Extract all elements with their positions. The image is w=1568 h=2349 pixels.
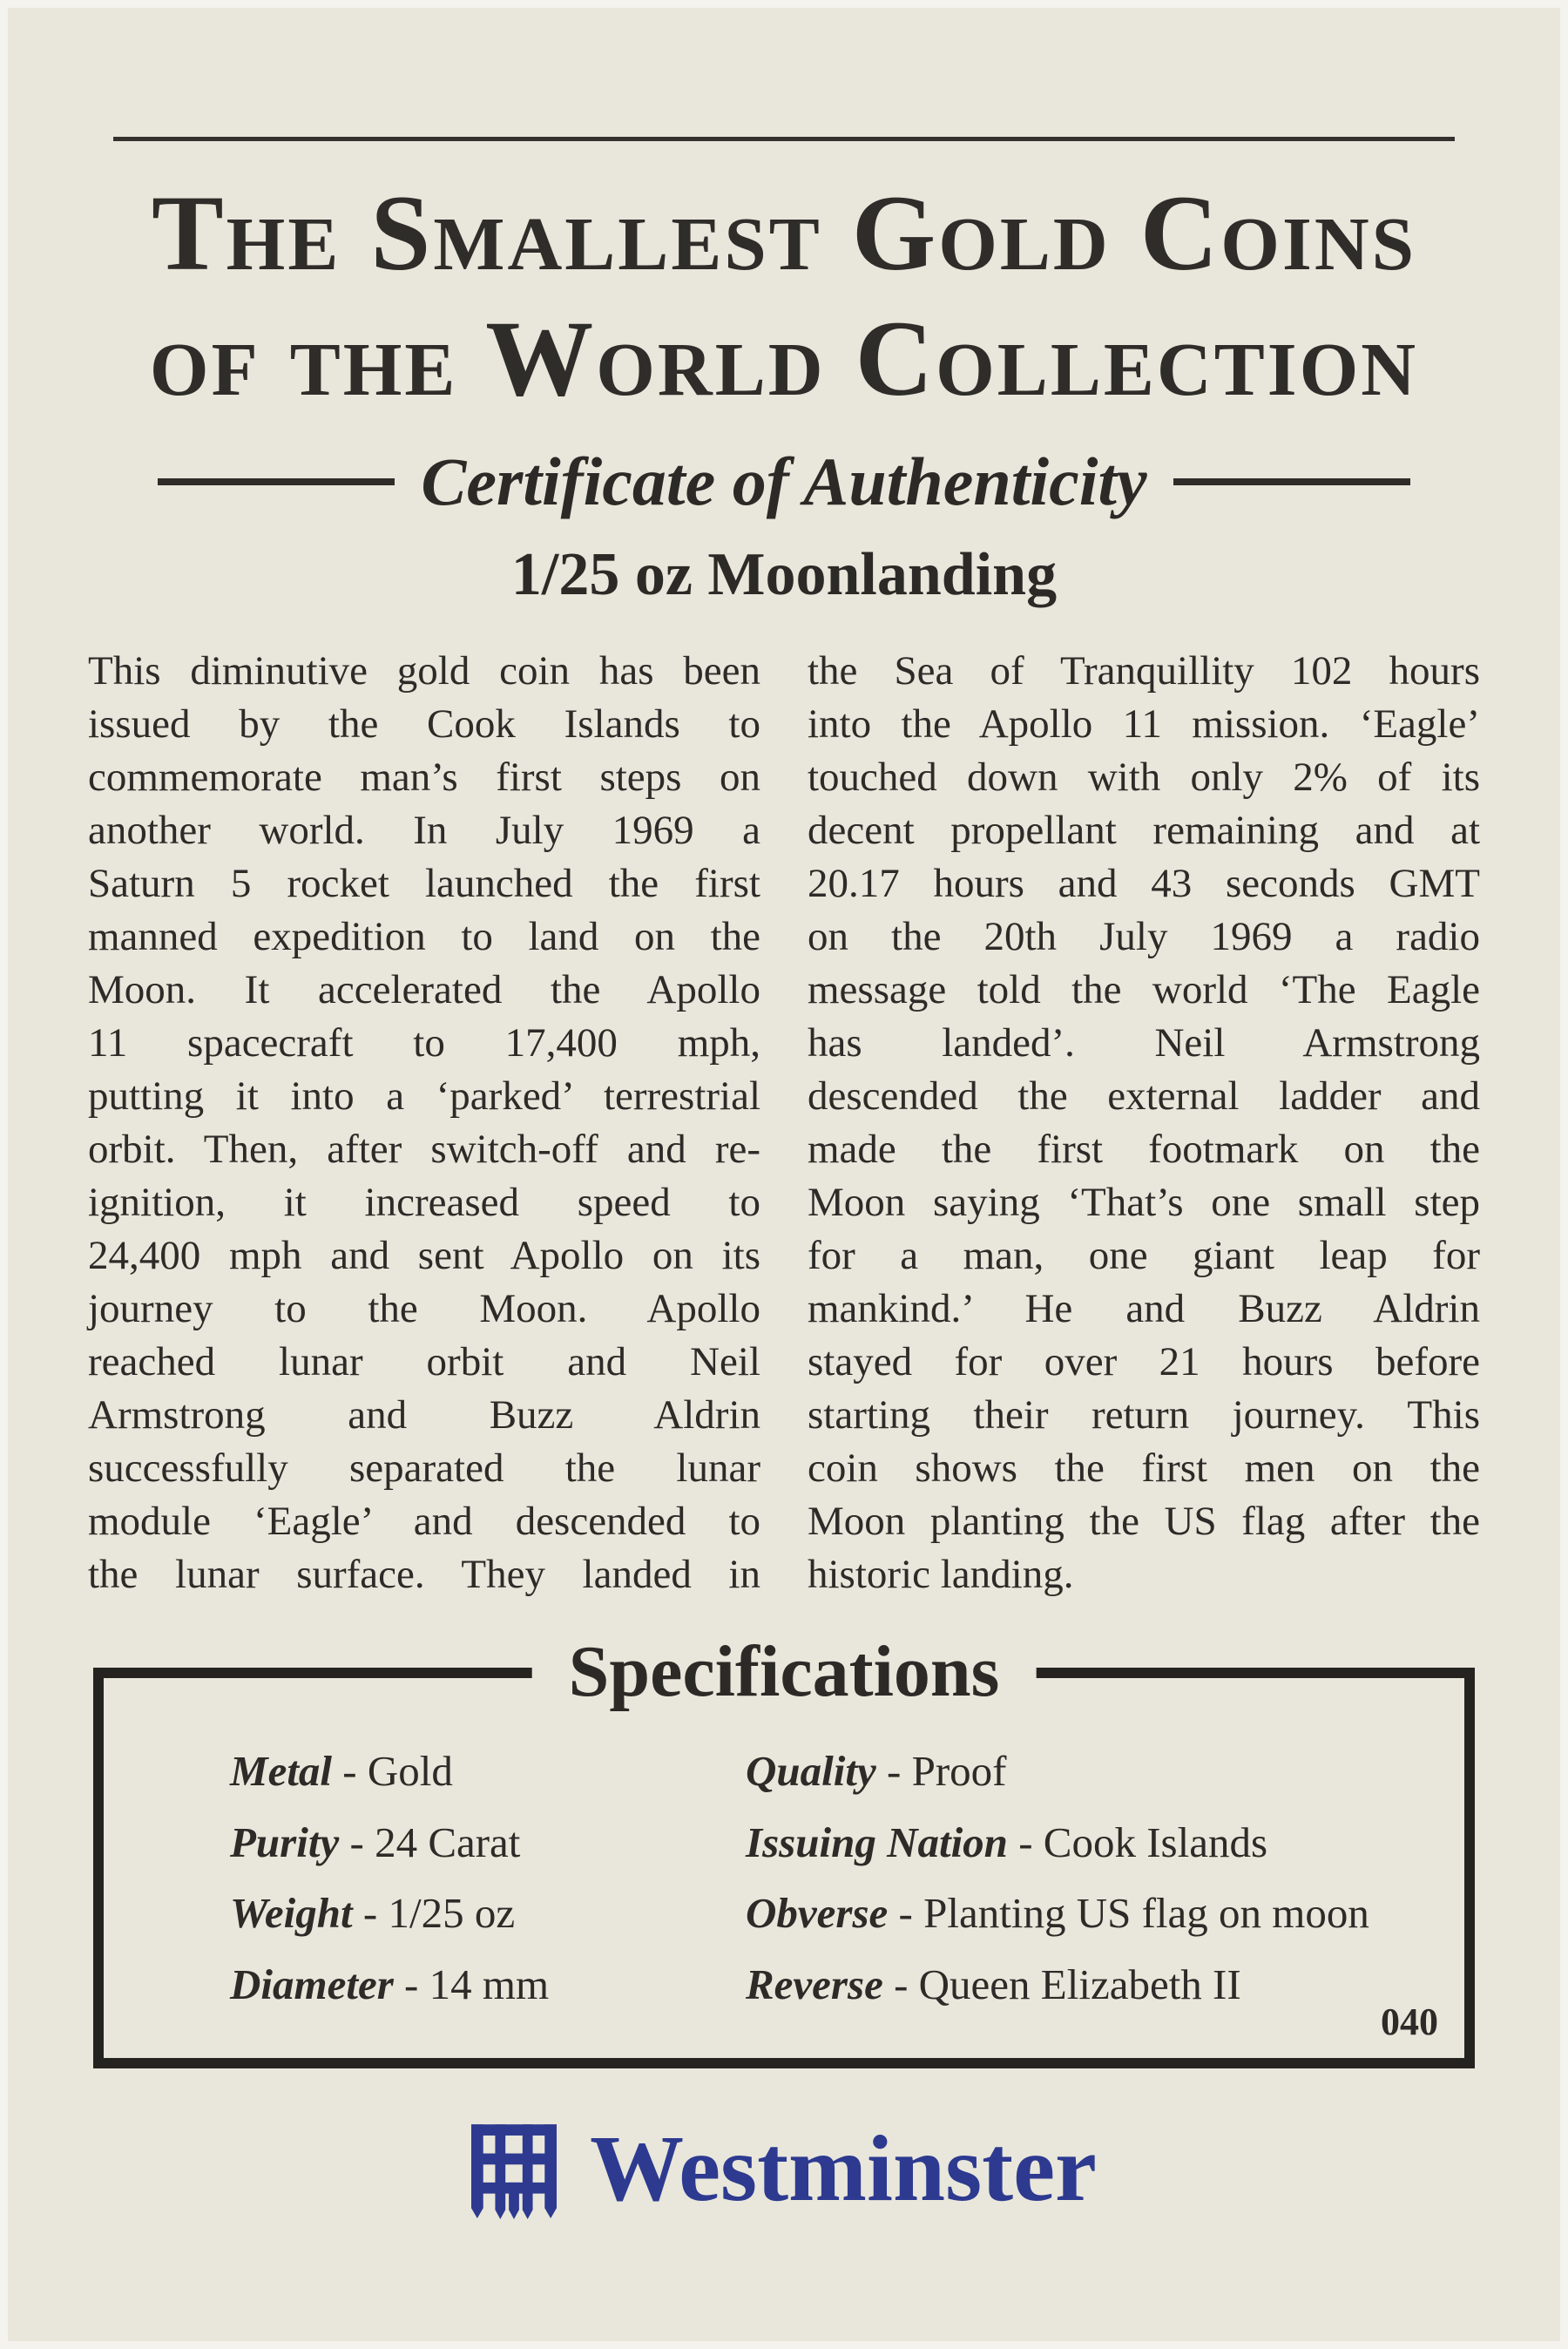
text-line: starting their return journey. This [808, 1391, 1480, 1438]
text-line: on the 20th July 1969 a radio [808, 913, 1480, 959]
spec-label: Reverse [746, 1960, 883, 2009]
spec-separator: - [342, 1746, 357, 1795]
specifications-title: Specifications [532, 1629, 1037, 1714]
spec-separator: - [886, 1746, 902, 1795]
coin-title: 1/25 oz Moonlanding [510, 540, 1058, 608]
text-line: 11 spacecraft to 17,400 mph, [88, 1019, 760, 1066]
body-text [88, 645, 1480, 1601]
spec-item-weight [230, 1890, 746, 1937]
text-line: 20.17 hours and 43 seconds GMT [808, 860, 1480, 906]
text-line: journey to the Moon. Apollo [88, 1285, 760, 1331]
certificate-subtitle-row [8, 443, 1560, 521]
specifications-box [93, 1630, 1475, 2068]
spec-item-purity [230, 1819, 746, 1866]
text-line: successfully separated the lunar [88, 1445, 760, 1491]
text-line: Armstrong and Buzz Aldrin [88, 1391, 760, 1438]
spec-label: Issuing Nation [746, 1818, 1008, 1866]
body-left-column [88, 645, 760, 1601]
subtitle-dash-left [158, 478, 395, 485]
spec-value: 14 mm [429, 1960, 550, 2009]
spec-item-issuing-nation [746, 1819, 1429, 1866]
text-line: manned expedition to land on the [88, 913, 760, 959]
spec-value: Queen Elizabeth II [918, 1960, 1241, 2009]
text-line: Moon planting the US flag after the [808, 1498, 1480, 1544]
spec-item-reverse [746, 1961, 1429, 2008]
spec-label: Diameter [230, 1960, 394, 2009]
spec-item-obverse [746, 1890, 1429, 1937]
spec-separator: - [404, 1960, 419, 2009]
text-line: historic landing. [808, 1551, 1074, 1597]
spec-value: Proof [911, 1746, 1007, 1795]
text-line: commemorate man’s first steps on [88, 754, 760, 800]
spec-label: Metal [230, 1746, 333, 1795]
spec-value: Gold [367, 1746, 453, 1795]
text-line: into the Apollo 11 mission. ‘Eagle’ [808, 701, 1480, 747]
text-line: putting it into a ‘parked’ terrestrial [88, 1073, 760, 1119]
collection-title [8, 171, 1560, 422]
certificate-card [8, 8, 1560, 2341]
text-line: mankind.’ He and Buzz Aldrin [808, 1285, 1480, 1331]
spec-label: Obverse [746, 1889, 889, 1938]
top-rule [113, 137, 1455, 141]
certificate-number: 040 [1381, 2000, 1438, 2043]
spec-separator: - [894, 1960, 909, 2009]
text-line: ignition, it increased speed to [88, 1179, 760, 1225]
text-line: coin shows the first men on the [808, 1445, 1480, 1491]
text-line: module ‘Eagle’ and descended to [88, 1498, 760, 1544]
portcullis-icon [471, 2110, 557, 2247]
collection-title-line1: The Smallest Gold Coins [151, 173, 1417, 293]
text-line: This diminutive gold coin has been [88, 647, 760, 694]
text-line: the Sea of Tranquillity 102 hours [808, 647, 1480, 694]
brand-footer [8, 2110, 1560, 2247]
collection-title-line2: of the World Collection [149, 298, 1419, 418]
specifications-grid [104, 1678, 1464, 2009]
text-line: for a man, one giant leap for [808, 1232, 1480, 1278]
subtitle-dash-right [1173, 478, 1410, 485]
text-line: message told the world ‘The Eagle [808, 966, 1480, 1012]
spec-separator: - [1018, 1818, 1033, 1866]
spec-value: Cook Islands [1043, 1818, 1268, 1866]
spec-value: 24 Carat [375, 1818, 521, 1866]
text-line: another world. In July 1969 a [88, 807, 760, 853]
spec-separator: - [362, 1889, 378, 1938]
body-right-column [808, 645, 1480, 1601]
spec-item-metal [230, 1748, 746, 1795]
spec-label: Purity [230, 1818, 340, 1866]
text-line: Saturn 5 rocket launched the first [88, 860, 760, 906]
text-line: reached lunar orbit and Neil [88, 1338, 760, 1384]
spec-label: Quality [746, 1746, 876, 1795]
spec-item-quality [746, 1748, 1429, 1795]
spec-separator: - [349, 1818, 364, 1866]
text-line: orbit. Then, after switch-off and re- [88, 1126, 760, 1172]
text-line: stayed for over 21 hours before [808, 1338, 1480, 1384]
text-line: has landed’. Neil Armstrong [808, 1019, 1480, 1066]
text-line: 24,400 mph and sent Apollo on its [88, 1232, 760, 1278]
spec-value: 1/25 oz [388, 1889, 516, 1938]
text-line: decent propellant remaining and at [808, 807, 1480, 853]
spec-item-diameter [230, 1961, 746, 2008]
certificate-subtitle: Certificate of Authenticity [421, 443, 1147, 519]
text-line: the lunar surface. They landed in [88, 1551, 760, 1597]
spec-value: Planting US flag on moon [923, 1889, 1369, 1938]
text-line: issued by the Cook Islands to [88, 701, 760, 747]
text-line: made the first footmark on the [808, 1126, 1480, 1172]
spec-separator: - [898, 1889, 913, 1938]
brand-name: Westminster [590, 2116, 1097, 2221]
spec-label: Weight [230, 1889, 353, 1938]
text-line: descended the external ladder and [808, 1073, 1480, 1119]
text-line: Moon saying ‘That’s one small step [808, 1179, 1480, 1225]
text-line: Moon. It accelerated the Apollo [88, 966, 760, 1012]
text-line: touched down with only 2% of its [808, 754, 1480, 800]
